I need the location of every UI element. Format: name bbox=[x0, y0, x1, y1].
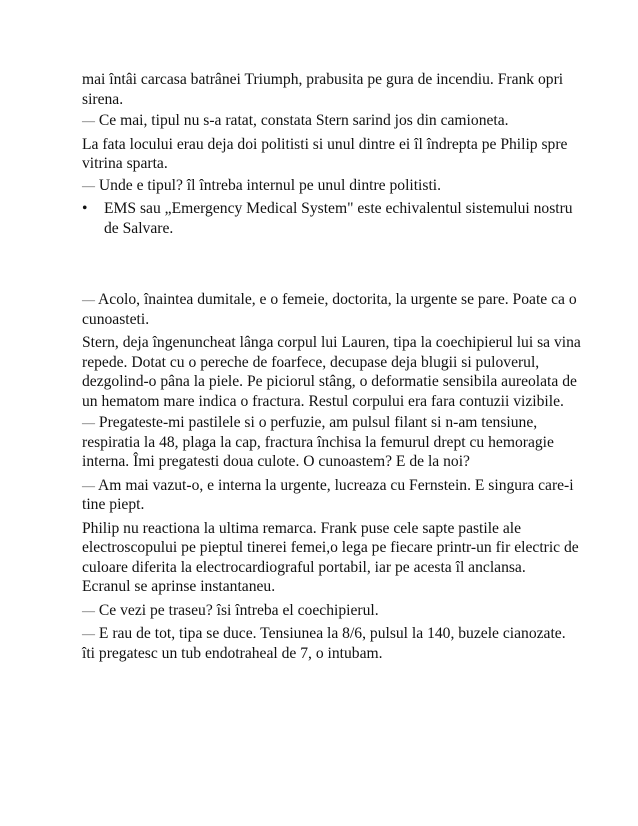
footnote-text: EMS sau „Emergency Medical System" este echivalentul sistemului nostru de Salvare. bbox=[104, 200, 573, 237]
paragraph-text: Stern, deja îngenuncheat lânga corpul lui Lauren, tipa la coechipierul lui sa vina repede. Dotat cu o pereche de foarfece, decupase deja blugii si puloverul, dezgolind-o pâna la piele. Pe piciorul stâng, o deformatie sensibila aureolata de un hematom mare indica o fractura. Restul corpului era fara contuzii vizibile. bbox=[82, 334, 581, 410]
footnote-list bbox=[82, 199, 582, 238]
em-dash: — bbox=[82, 415, 95, 430]
paragraph-text: Acolo, înaintea dumitale, e o femeie, doctorita, la urgente se pare. Poate ca o cunoasteti. bbox=[82, 291, 577, 328]
paragraph-text: Ecranul se aprinse instantaneu. bbox=[82, 578, 276, 595]
paragraph bbox=[82, 70, 582, 109]
paragraph-text: Am mai vazut-o, e interna la urgente, lucreaza cu Fernstein. E singura care-i tine piept. bbox=[82, 476, 574, 513]
document-page bbox=[82, 70, 582, 663]
em-dash: — bbox=[82, 292, 95, 307]
paragraph-text: Ce mai, tipul nu s-a ratat, constata Stern sarind jos din camioneta. bbox=[95, 112, 509, 129]
em-dash: — bbox=[82, 477, 95, 493]
dialogue-paragraph bbox=[82, 176, 582, 196]
dialogue-paragraph bbox=[82, 624, 582, 663]
footnote-item bbox=[82, 199, 582, 238]
paragraph-text: Philip nu reactiona la ultima remarca. Frank puse cele sapte pastile ale electroscopului pe pieptul tinerei femei,o lega pe fiecare printr-un fir electric de culoare diferita la electrocardiograful portabil, iar pe acesta îl anclansa. bbox=[82, 519, 579, 576]
em-dash: — bbox=[82, 177, 95, 193]
section-gap bbox=[82, 238, 582, 290]
paragraph-text: Pregateste-mi pastilele si o perfuzie, am pulsul filant si n-am tensiune, respiratia la 48, plaga la cap, fractura închisa la femurul drept cu hemoragie interna. Îmi pregatesti doua culote. O cunoastem? E de la noi? bbox=[82, 414, 554, 470]
dialogue-paragraph bbox=[82, 601, 582, 621]
paragraph bbox=[82, 135, 582, 174]
em-dash: — bbox=[82, 626, 95, 641]
paragraph-text: E rau de tot, tipa se duce. Tensiunea la 8/6, pulsul la 140, buzele cianozate. îti pregatesc un tub endotraheal de 7, o intubam. bbox=[82, 625, 566, 662]
em-dash: — bbox=[82, 113, 95, 128]
paragraph bbox=[82, 577, 582, 597]
paragraph-text: Ce vezi pe traseu? îsi întreba el coechipierul. bbox=[95, 601, 379, 619]
paragraph-text: Unde e tipul? îl întreba internul pe unul dintre politisti. bbox=[95, 176, 442, 194]
paragraph-text: La fata locului erau deja doi politisti si unul dintre ei îl îndrepta pe Philip spre vitrina sparta. bbox=[82, 135, 568, 172]
paragraph-text: mai întâi carcasa batrânei Triumph, prabusita pe gura de incendiu. Frank opri sirena. bbox=[82, 71, 564, 108]
dialogue-paragraph bbox=[82, 111, 582, 131]
paragraph bbox=[82, 519, 582, 578]
dialogue-paragraph bbox=[82, 413, 582, 472]
dialogue-paragraph bbox=[82, 290, 582, 329]
em-dash: — bbox=[82, 602, 95, 618]
paragraph bbox=[82, 333, 582, 411]
dialogue-paragraph bbox=[82, 476, 582, 515]
bullet-icon: • bbox=[82, 200, 88, 217]
